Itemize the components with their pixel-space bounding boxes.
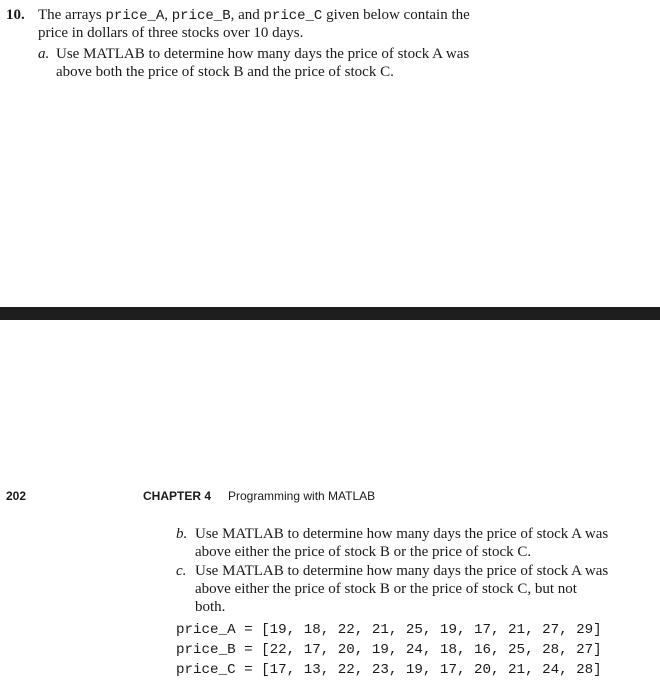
intro-text-3: , and (230, 7, 264, 23)
intro-text-1: The arrays (38, 7, 106, 23)
var-price-a: price_A (105, 8, 165, 24)
part-c-line1: Use MATLAB to determine how many days the price of stock A was (195, 563, 609, 579)
part-c-line2: above either the price of stock B or the price of stock C, but not (195, 581, 577, 597)
var-price-c: price_C (263, 8, 323, 24)
problem-intro-line1 (38, 6, 470, 25)
intro-text-2: , (164, 7, 172, 23)
part-a-line1: Use MATLAB to determine how many days the price of stock A was (56, 46, 470, 62)
code-price-b: price_B = [22, 17, 20, 19, 24, 18, 16, 25, 28, 27] (176, 642, 602, 658)
problem-number: 10. (6, 7, 25, 23)
code-price-a: price_A = [19, 18, 22, 21, 25, 19, 17, 21, 27, 29] (176, 622, 602, 638)
part-b-line1: Use MATLAB to determine how many days the price of stock A was (195, 526, 609, 542)
page-divider (0, 307, 660, 320)
part-c-line3: both. (195, 599, 226, 615)
page-number: 202 (6, 489, 27, 503)
chapter-label: CHAPTER 4 (143, 489, 212, 503)
part-a-line2: above both the price of stock B and the price of stock C. (56, 64, 394, 80)
problem-intro-line2: price in dollars of three stocks over 10 days. (38, 25, 304, 41)
var-price-b: price_B (171, 8, 231, 24)
chapter-title: Programming with MATLAB (228, 489, 376, 503)
part-c-label: c. (176, 563, 187, 579)
part-a-label: a. (38, 46, 50, 62)
intro-text-4: given below contain the (322, 7, 470, 23)
code-price-c: price_C = [17, 13, 22, 23, 19, 17, 20, 21, 24, 28] (176, 662, 602, 678)
part-b-line2: above either the price of stock B or the price of stock C. (195, 544, 532, 560)
part-b-label: b. (176, 526, 188, 542)
